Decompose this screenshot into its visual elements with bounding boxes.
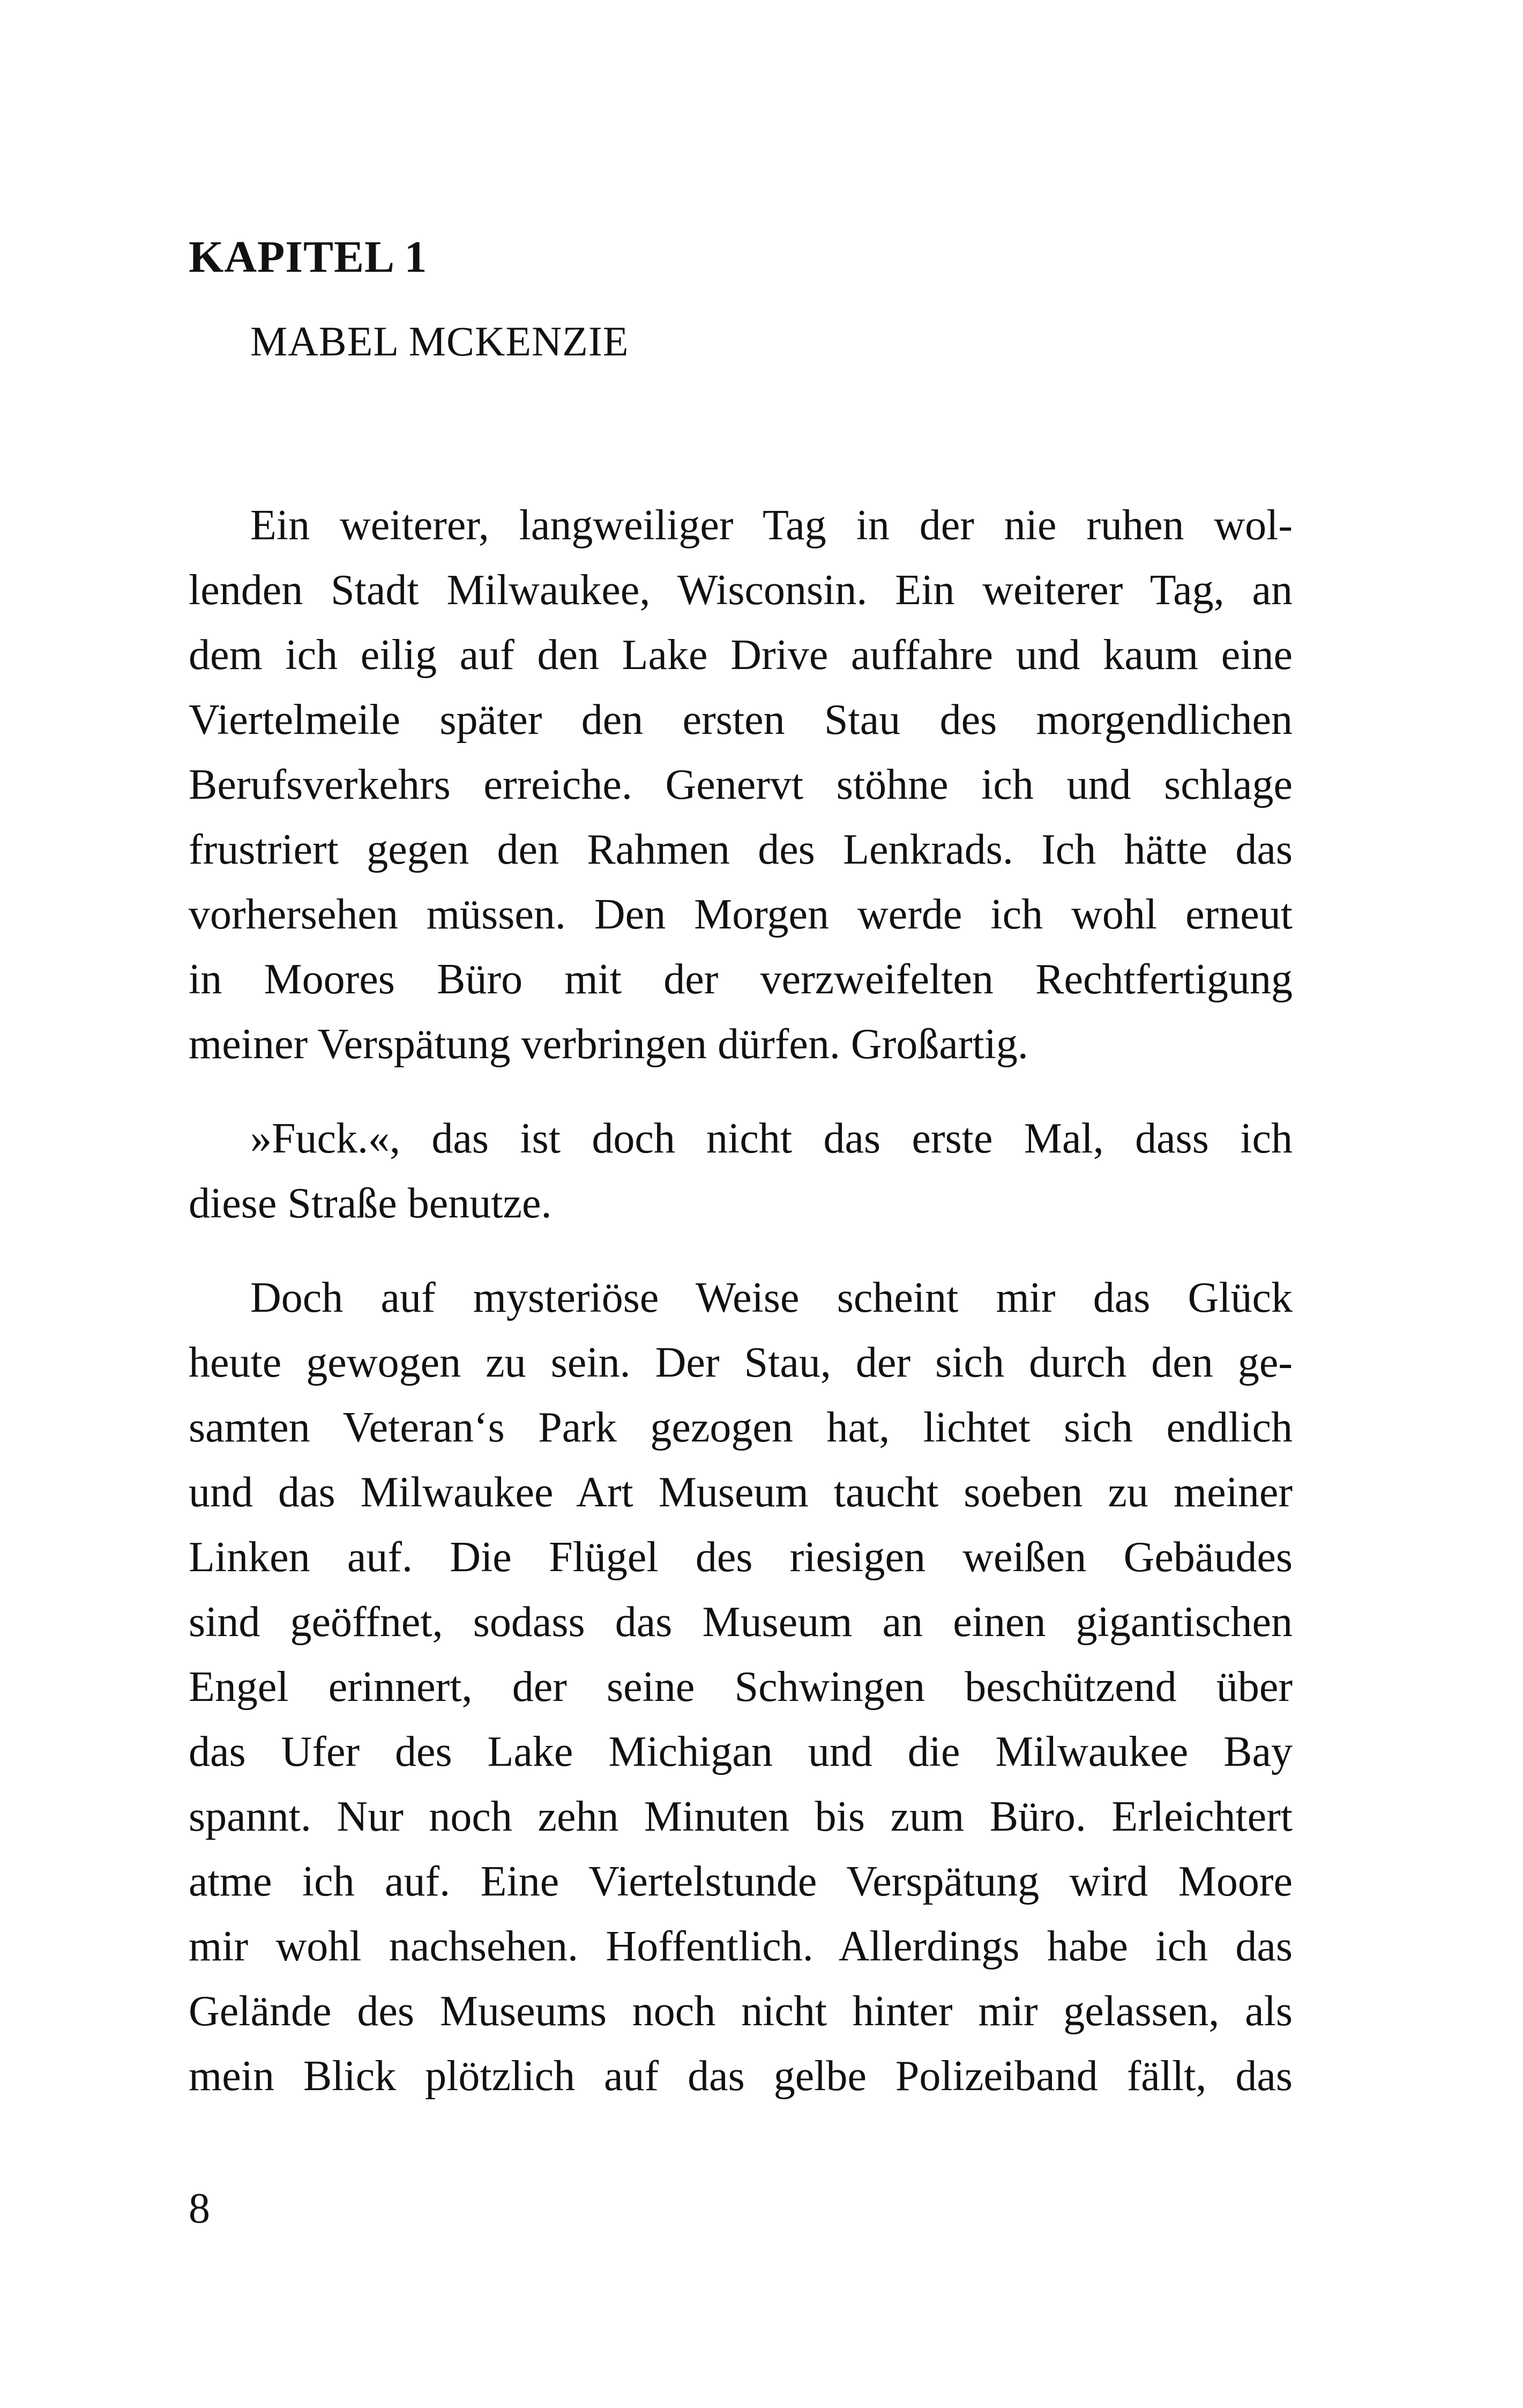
- text-line: in Moores Büro mit der verzweifelten Rechtfertigung: [189, 956, 1293, 1003]
- text-line: spannt. Nur noch zehn Minuten bis zum Büro. Erleichtert: [189, 1793, 1293, 1840]
- text-line: Berufsverkehrs erreiche. Genervt stöhne ich und schlage: [189, 761, 1293, 808]
- text-line: Ein weiterer, langweiliger Tag in der nie ruhen wol-: [250, 502, 1293, 549]
- text-line: das Ufer des Lake Michigan und die Milwaukee Bay: [189, 1728, 1293, 1775]
- paragraph-2: [189, 1106, 1293, 1236]
- text-line: meiner Verspätung verbringen dürfen. Großartig.: [189, 1021, 1028, 1068]
- text-line: und das Milwaukee Art Museum taucht soeben zu meiner: [189, 1469, 1293, 1516]
- text-line: lenden Stadt Milwaukee, Wisconsin. Ein weiterer Tag, an: [189, 567, 1293, 614]
- body-text: [189, 493, 1293, 2109]
- chapter-title: KAPITEL 1: [189, 232, 428, 282]
- text-line: samten Veteran‘s Park gezogen hat, lichtet sich endlich: [189, 1404, 1293, 1451]
- text-line: Gelände des Museums noch nicht hinter mir gelassen, als: [189, 1988, 1293, 2035]
- page-number: 8: [189, 2185, 210, 2232]
- text-line: vorhersehen müssen. Den Morgen werde ich wohl erneut: [189, 891, 1293, 938]
- text-line: Engel erinnert, der seine Schwingen beschützend über: [189, 1663, 1293, 1711]
- text-line: mein Blick plötzlich auf das gelbe Polizeiband fällt, das: [189, 2053, 1293, 2100]
- text-line: Linken auf. Die Flügel des riesigen weißen Gebäudes: [189, 1534, 1293, 1581]
- text-line: heute gewogen zu sein. Der Stau, der sich durch den ge-: [189, 1339, 1293, 1386]
- paragraph-3: [189, 1266, 1293, 2109]
- chapter-subtitle: MABEL MCKENZIE: [250, 318, 629, 365]
- text-line: dem ich eilig auf den Lake Drive auffahre und kaum eine: [189, 631, 1293, 679]
- text-line: mir wohl nachsehen. Hoffentlich. Allerdings habe ich das: [189, 1923, 1293, 1970]
- text-line: Doch auf mysteriöse Weise scheint mir das Glück: [250, 1274, 1293, 1321]
- text-line: frustriert gegen den Rahmen des Lenkrads. Ich hätte das: [189, 826, 1293, 873]
- paragraph-1: [189, 493, 1293, 1077]
- text-line: atme ich auf. Eine Viertelstunde Verspätung wird Moore: [189, 1858, 1293, 1905]
- text-line: diese Straße benutze.: [189, 1180, 552, 1227]
- text-line: »Fuck.«, das ist doch nicht das erste Mal, dass ich: [250, 1115, 1293, 1162]
- text-line: sind geöffnet, sodass das Museum an einen gigantischen: [189, 1599, 1293, 1646]
- text-line: Viertelmeile später den ersten Stau des morgendlichen: [189, 696, 1293, 744]
